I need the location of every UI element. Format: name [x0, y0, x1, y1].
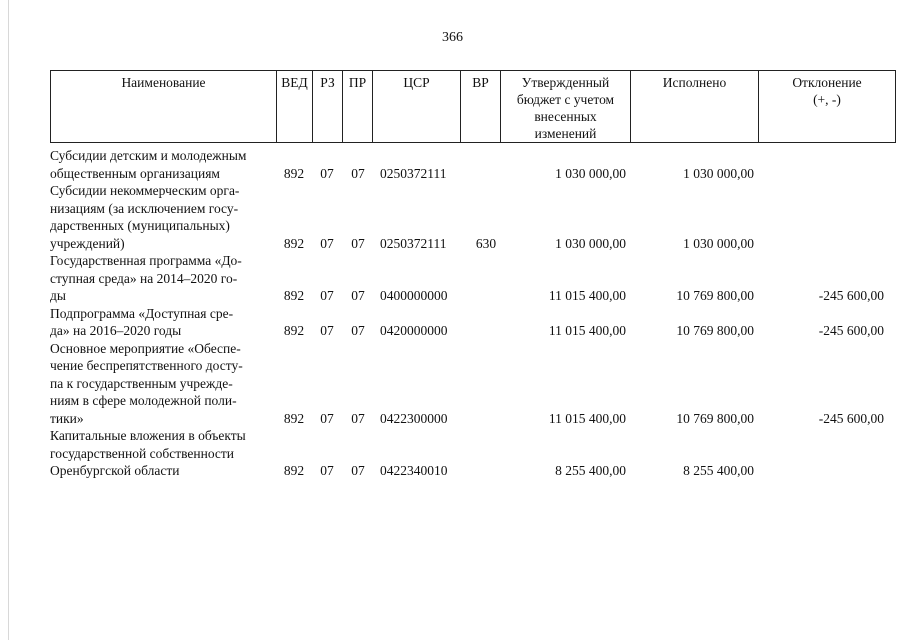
cell-deviation: -245 600,00 — [818, 323, 884, 338]
header-deviation — [758, 70, 896, 143]
cell-ved: 892 — [283, 323, 305, 338]
cell-csr: 0422340010 — [380, 463, 448, 478]
cell-rz: 07 — [320, 323, 334, 338]
row-name-line: дарственных (муниципальных) — [50, 218, 230, 233]
table-row — [0, 340, 905, 428]
row-name — [50, 340, 280, 428]
row-name-line: тики» — [50, 410, 84, 426]
header-rz: РЗ — [312, 70, 342, 143]
cell-csr: 0250372111 — [380, 235, 447, 251]
row-name-line: ступная среда» на 2014–2020 го- — [50, 270, 238, 286]
cell-deviation: -245 600,00 — [818, 410, 884, 426]
cell-budget: 8 255 400,00 — [555, 463, 626, 478]
cell-csr: 0420000000 — [380, 323, 448, 338]
header-pr: ПР — [342, 70, 372, 143]
row-name-line: учреждений) — [50, 235, 125, 251]
cell-ved: 892 — [283, 463, 305, 478]
cell-pr: 07 — [351, 410, 365, 426]
cell-csr: 0250372111 — [380, 165, 447, 181]
cell-vr: 630 — [475, 235, 497, 251]
row-name — [50, 147, 280, 182]
header-done: Исполнено — [630, 70, 758, 143]
row-name-line: Оренбургской области — [50, 463, 180, 478]
header-budget-line: бюджет с учетом — [516, 92, 615, 107]
row-name-line: ды — [50, 288, 66, 303]
row-name-line: Подпрограмма «Доступная сре- — [50, 305, 234, 321]
header-budget-line: изменений — [534, 126, 597, 141]
cell-csr: 0400000000 — [380, 288, 448, 303]
cell-ved: 892 — [283, 288, 305, 303]
cell-done: 10 769 800,00 — [676, 410, 754, 426]
row-name-line: Основное мероприятие «Обеспе- — [50, 340, 241, 356]
table-row — [0, 305, 905, 340]
table-row — [0, 182, 905, 252]
row-name-line: да» на 2016–2020 годы — [50, 323, 182, 338]
header-budget — [500, 70, 630, 143]
cell-pr: 07 — [351, 463, 365, 478]
row-name-line: государственной собственности — [50, 445, 235, 461]
cell-done: 8 255 400,00 — [683, 463, 754, 478]
row-name-line: общественным организациям — [50, 165, 220, 181]
cell-rz: 07 — [320, 235, 334, 251]
row-name-line: ниям в сфере молодежной поли- — [50, 393, 237, 408]
cell-csr: 0422300000 — [380, 410, 448, 426]
cell-pr: 07 — [351, 288, 365, 303]
row-name-line: Субсидии детским и молодежным — [50, 148, 247, 163]
row-name — [50, 305, 280, 340]
cell-done: 10 769 800,00 — [676, 323, 754, 338]
row-name-line: низациям (за исключением госу- — [50, 200, 239, 216]
page-number: 366 — [442, 30, 463, 45]
row-name-line: чение беспрепятственного досту- — [50, 358, 243, 373]
header-ved: ВЕД — [276, 70, 312, 143]
header-csr: ЦСР — [372, 70, 460, 143]
cell-ved: 892 — [283, 165, 305, 181]
cell-rz: 07 — [320, 288, 334, 303]
cell-deviation: -245 600,00 — [818, 288, 884, 303]
table-row — [0, 252, 905, 305]
cell-budget: 1 030 000,00 — [555, 235, 626, 251]
table-row — [0, 427, 905, 480]
cell-pr: 07 — [351, 165, 365, 181]
cell-ved: 892 — [283, 410, 305, 426]
header-name: Наименование — [50, 70, 276, 143]
header-deviation-line: Отклонение — [792, 75, 862, 90]
cell-rz: 07 — [320, 463, 334, 478]
cell-budget: 1 030 000,00 — [555, 165, 626, 181]
cell-rz: 07 — [320, 165, 334, 181]
row-name-line: Государственная программа «До- — [50, 253, 242, 268]
cell-budget: 11 015 400,00 — [548, 323, 626, 338]
cell-budget: 11 015 400,00 — [548, 410, 626, 426]
row-name-line: Субсидии некоммерческим орга- — [50, 183, 240, 198]
header-vr: ВР — [460, 70, 500, 143]
cell-rz: 07 — [320, 410, 334, 426]
cell-done: 1 030 000,00 — [683, 235, 754, 251]
row-name — [50, 182, 280, 252]
table-row — [0, 147, 905, 182]
header-budget-line: внесенных — [534, 109, 597, 124]
row-name — [50, 252, 280, 305]
cell-pr: 07 — [351, 235, 365, 251]
table-header — [50, 70, 896, 143]
header-deviation-line: (+, -) — [813, 92, 841, 107]
cell-done: 1 030 000,00 — [683, 165, 754, 181]
header-budget-line: Утвержденный — [521, 75, 610, 90]
cell-ved: 892 — [283, 235, 305, 251]
cell-pr: 07 — [351, 323, 365, 338]
cell-budget: 11 015 400,00 — [548, 288, 626, 303]
cell-done: 10 769 800,00 — [676, 288, 754, 303]
row-name-line: па к государственным учрежде- — [50, 375, 233, 391]
row-name — [50, 427, 280, 480]
row-name-line: Капитальные вложения в объекты — [50, 428, 246, 443]
